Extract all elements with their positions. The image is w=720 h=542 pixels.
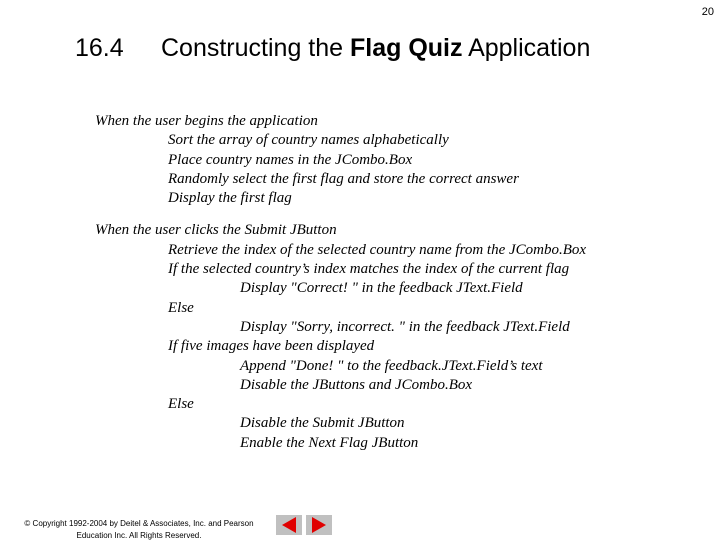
block2-line: Disable the JButtons and JCombo.Box [240,376,473,393]
block2-line: Display "Correct! " in the feedback JText.Field [240,280,523,297]
block2-line: If the selected country’s index matches the index of the current flag [168,261,570,278]
section-number: 16.4 [75,34,124,62]
next-slide-button[interactable] [306,515,332,535]
block2-line: Append "Done! " to the feedback.JText.Field’s text [240,357,543,374]
block2-heading: When the user clicks the Submit JButton [95,222,337,239]
block2-line: If five images have been displayed [168,338,375,355]
title-pre: Constructing the [161,34,350,62]
slide-title [75,34,590,63]
block1-item: Sort the array of country names alphabetically [168,132,449,149]
pseudocode-body [95,112,586,453]
title-post: Application [462,34,591,62]
title-bold: Flag Quiz [350,34,463,62]
slide-navigation [276,515,332,535]
block1-item: Randomly select the first flag and store the correct answer [168,170,519,187]
previous-slide-button[interactable] [276,515,302,535]
block2-line: Else [168,299,194,316]
block2-line: Enable the Next Flag JButton [240,434,419,451]
block2-line: Else [168,396,194,413]
copyright-line: © Copyright 1992-2004 by Deitel & Associates, Inc. and Pearson [24,519,254,528]
block2-line: Display "Sorry, incorrect. " in the feedback JText.Field [240,318,570,335]
block2-line: Retrieve the index of the selected country name from the JCombo.Box [168,241,587,258]
block1-item: Place country names in the JCombo.Box [168,151,413,168]
copyright-footer [8,518,270,542]
block2-line: Disable the Submit JButton [240,415,405,432]
block1-item: Display the first flag [168,190,292,207]
right-arrow-icon [312,517,326,533]
left-arrow-icon [282,517,296,533]
copyright-line: Education Inc. All Rights Reserved. [76,531,202,540]
block1-heading: When the user begins the application [95,113,318,129]
page-number: 20 [701,6,714,18]
